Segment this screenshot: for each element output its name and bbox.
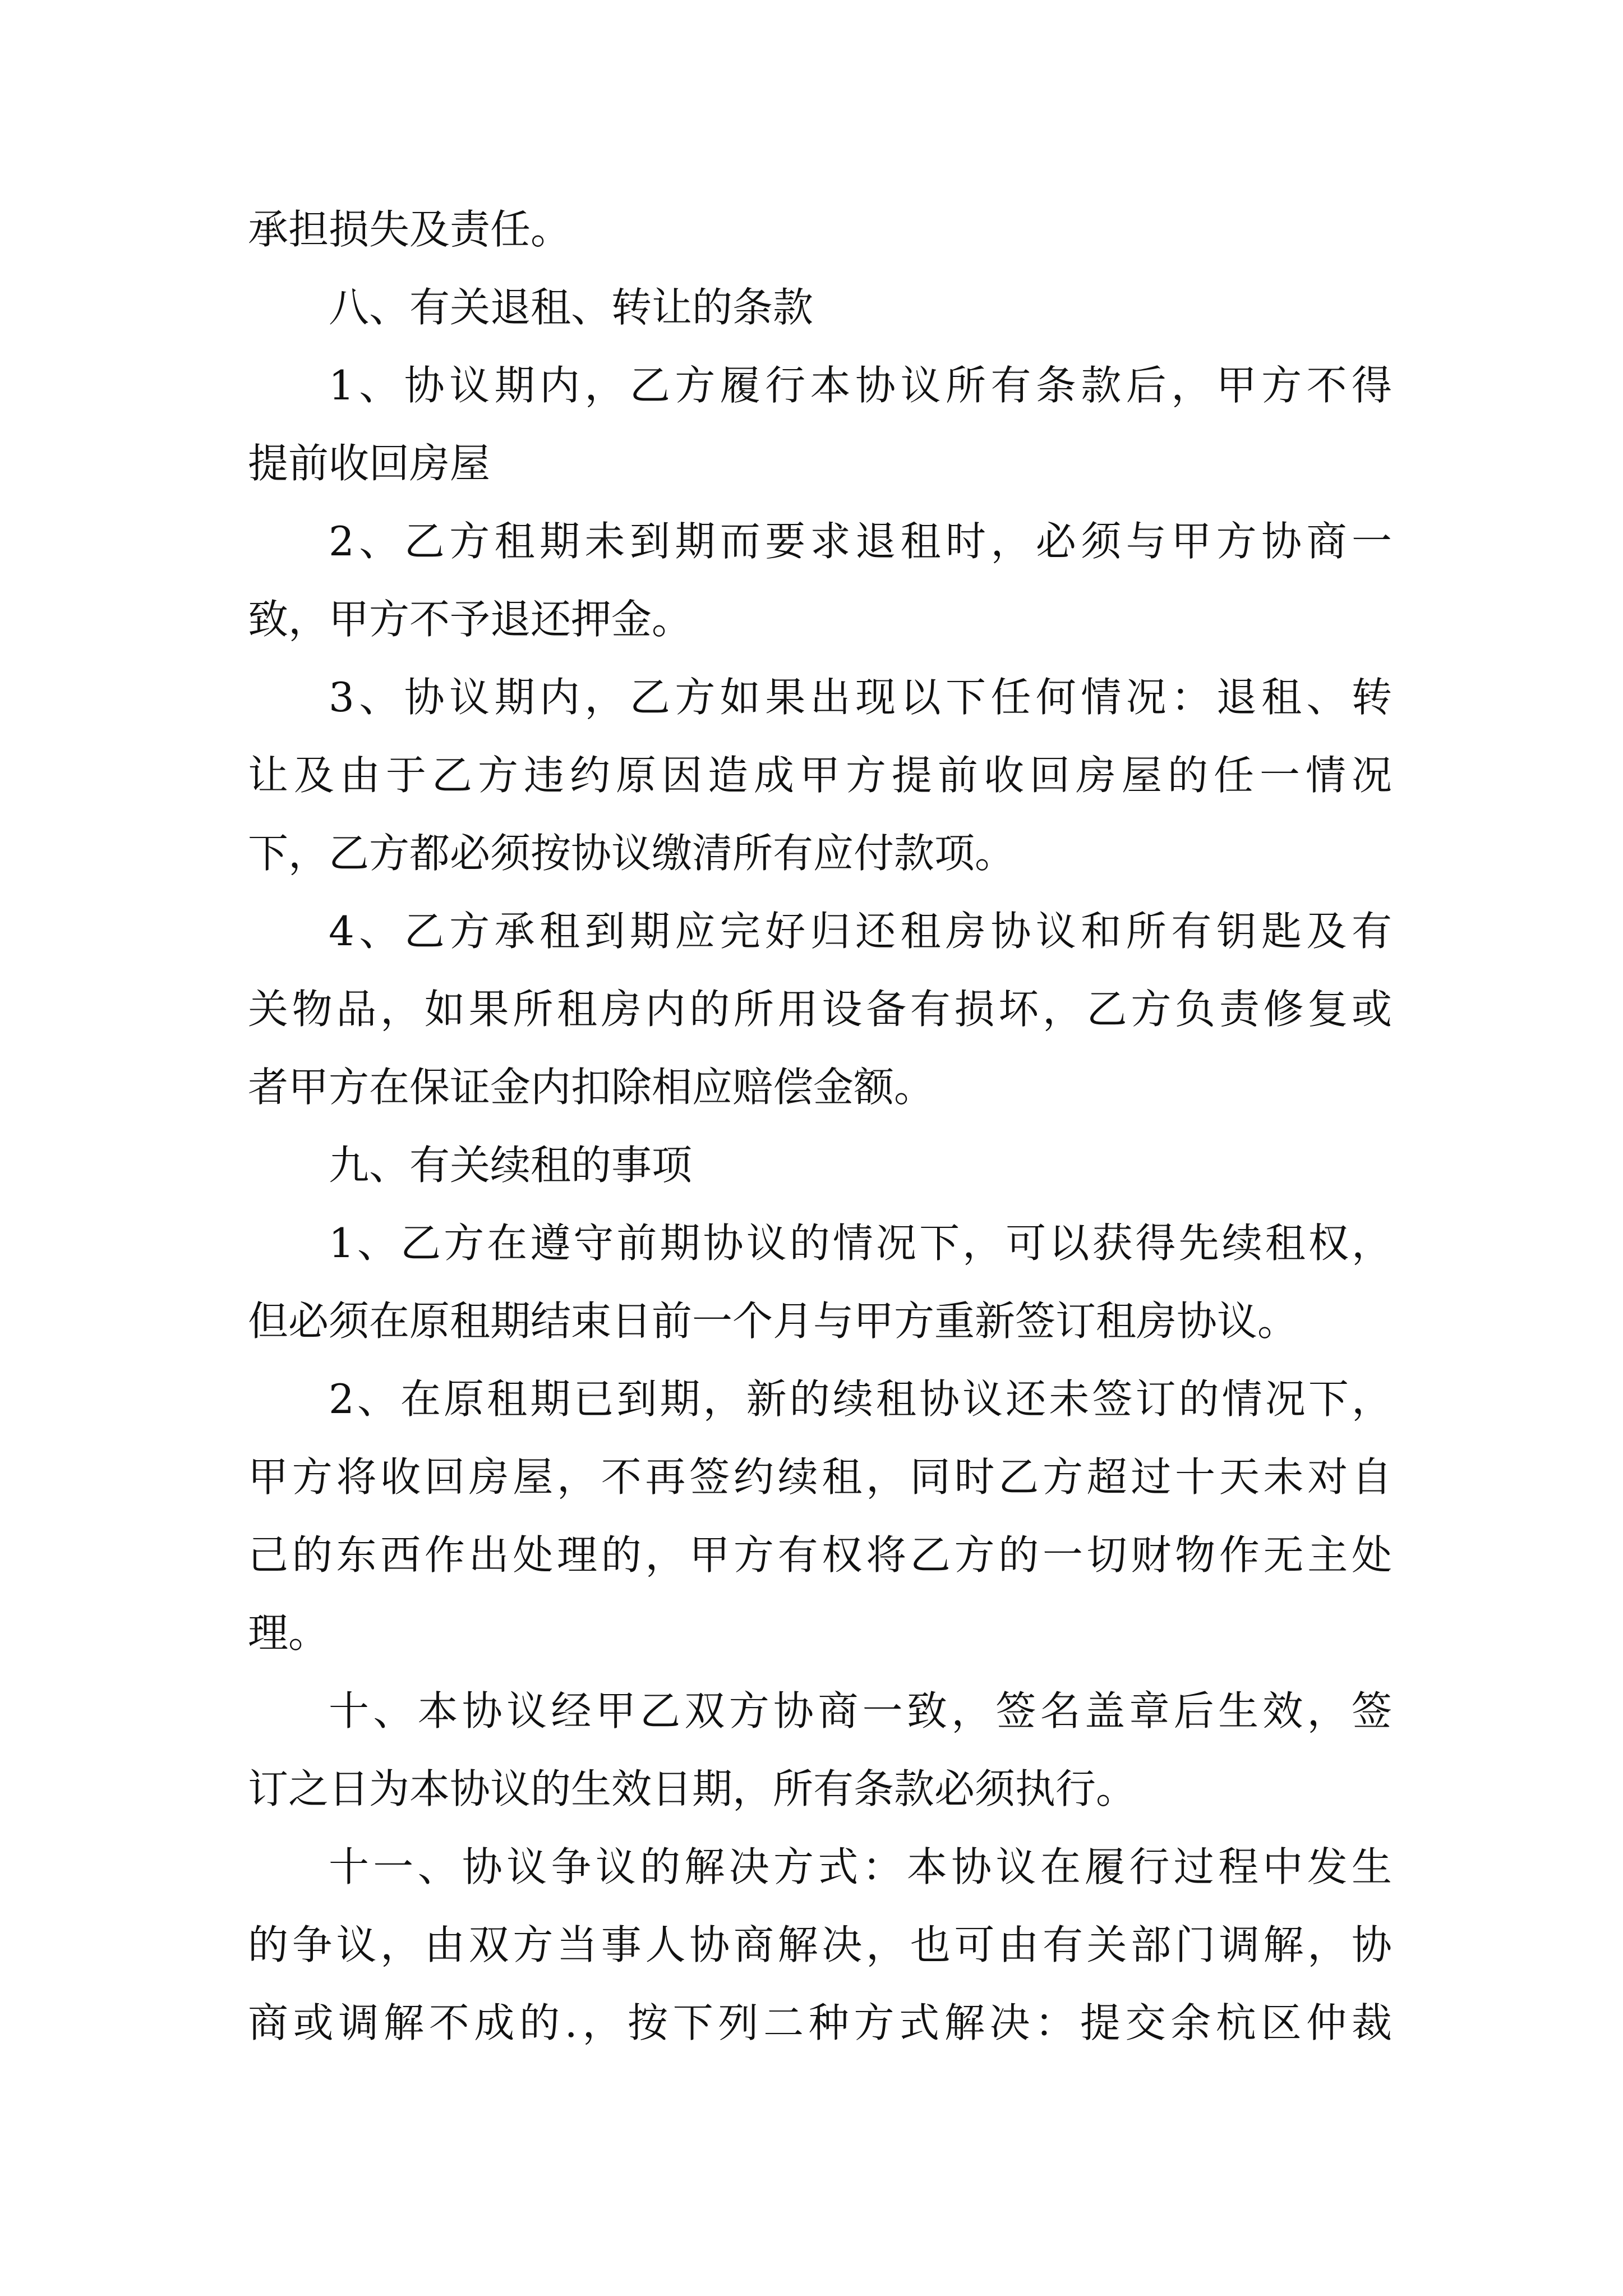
text-line: 1、乙方在遵守前期协议的情况下，可以获得先续租权，	[329, 1220, 1392, 1267]
text-line: 2、乙方租期未到期而要求退租时，必须与甲方协商一	[329, 518, 1392, 565]
text-line: 商或调解不成的.，按下列二种方式解决：提交余杭区仲裁	[248, 1999, 1392, 2046]
text-line: 2、在原租期已到期，新的续租协议还未签订的情况下，	[329, 1375, 1392, 1423]
text-line: 致，甲方不予退还押金。	[248, 596, 693, 643]
text-line: 下，乙方都必须按协议缴清所有应付款项。	[248, 830, 1016, 877]
text-line: 1、协议期内，乙方履行本协议所有条款后，甲方不得	[329, 362, 1392, 409]
text-line: 理。	[248, 1609, 329, 1657]
section-heading: 八、有关退租、转让的条款	[329, 284, 814, 331]
text-line: 让及由于乙方违约原因造成甲方提前收回房屋的任一情况	[248, 752, 1392, 799]
text-line: 订之日为本协议的生效日期，所有条款必须执行。	[248, 1765, 1137, 1812]
document-page	[248, 191, 1392, 2062]
text-line: 十、本协议经甲乙双方协商一致，签名盖章后生效，签	[329, 1687, 1392, 1734]
text-line: 提前收回房屋	[248, 440, 491, 487]
text-line: 甲方将收回房屋，不再签约续租，同时乙方超过十天未对自	[248, 1453, 1392, 1501]
text-line: 己的东西作出处理的，甲方有权将乙方的一切财物作无主处	[248, 1531, 1392, 1579]
section-heading: 九、有关续租的事项	[329, 1142, 693, 1189]
text-line: 者甲方在保证金内扣除相应赔偿金额。	[248, 1064, 935, 1111]
text-line: 4、乙方承租到期应完好归还租房协议和所有钥匙及有	[329, 908, 1392, 955]
text-line: 3、协议期内，乙方如果出现以下任何情况：退租、转	[329, 674, 1392, 721]
text-line: 的争议，由双方当事人协商解决，也可由有关部门调解，协	[248, 1921, 1392, 1968]
text-line: 十一、协议争议的解决方式：本协议在履行过程中发生	[329, 1843, 1392, 1890]
text-line: 但必须在原租期结束日前一个月与甲方重新签订租房协议。	[248, 1297, 1298, 1345]
text-line: 承担损失及责任。	[248, 206, 571, 253]
text-line: 关物品，如果所租房内的所用设备有损坏，乙方负责修复或	[248, 986, 1392, 1033]
